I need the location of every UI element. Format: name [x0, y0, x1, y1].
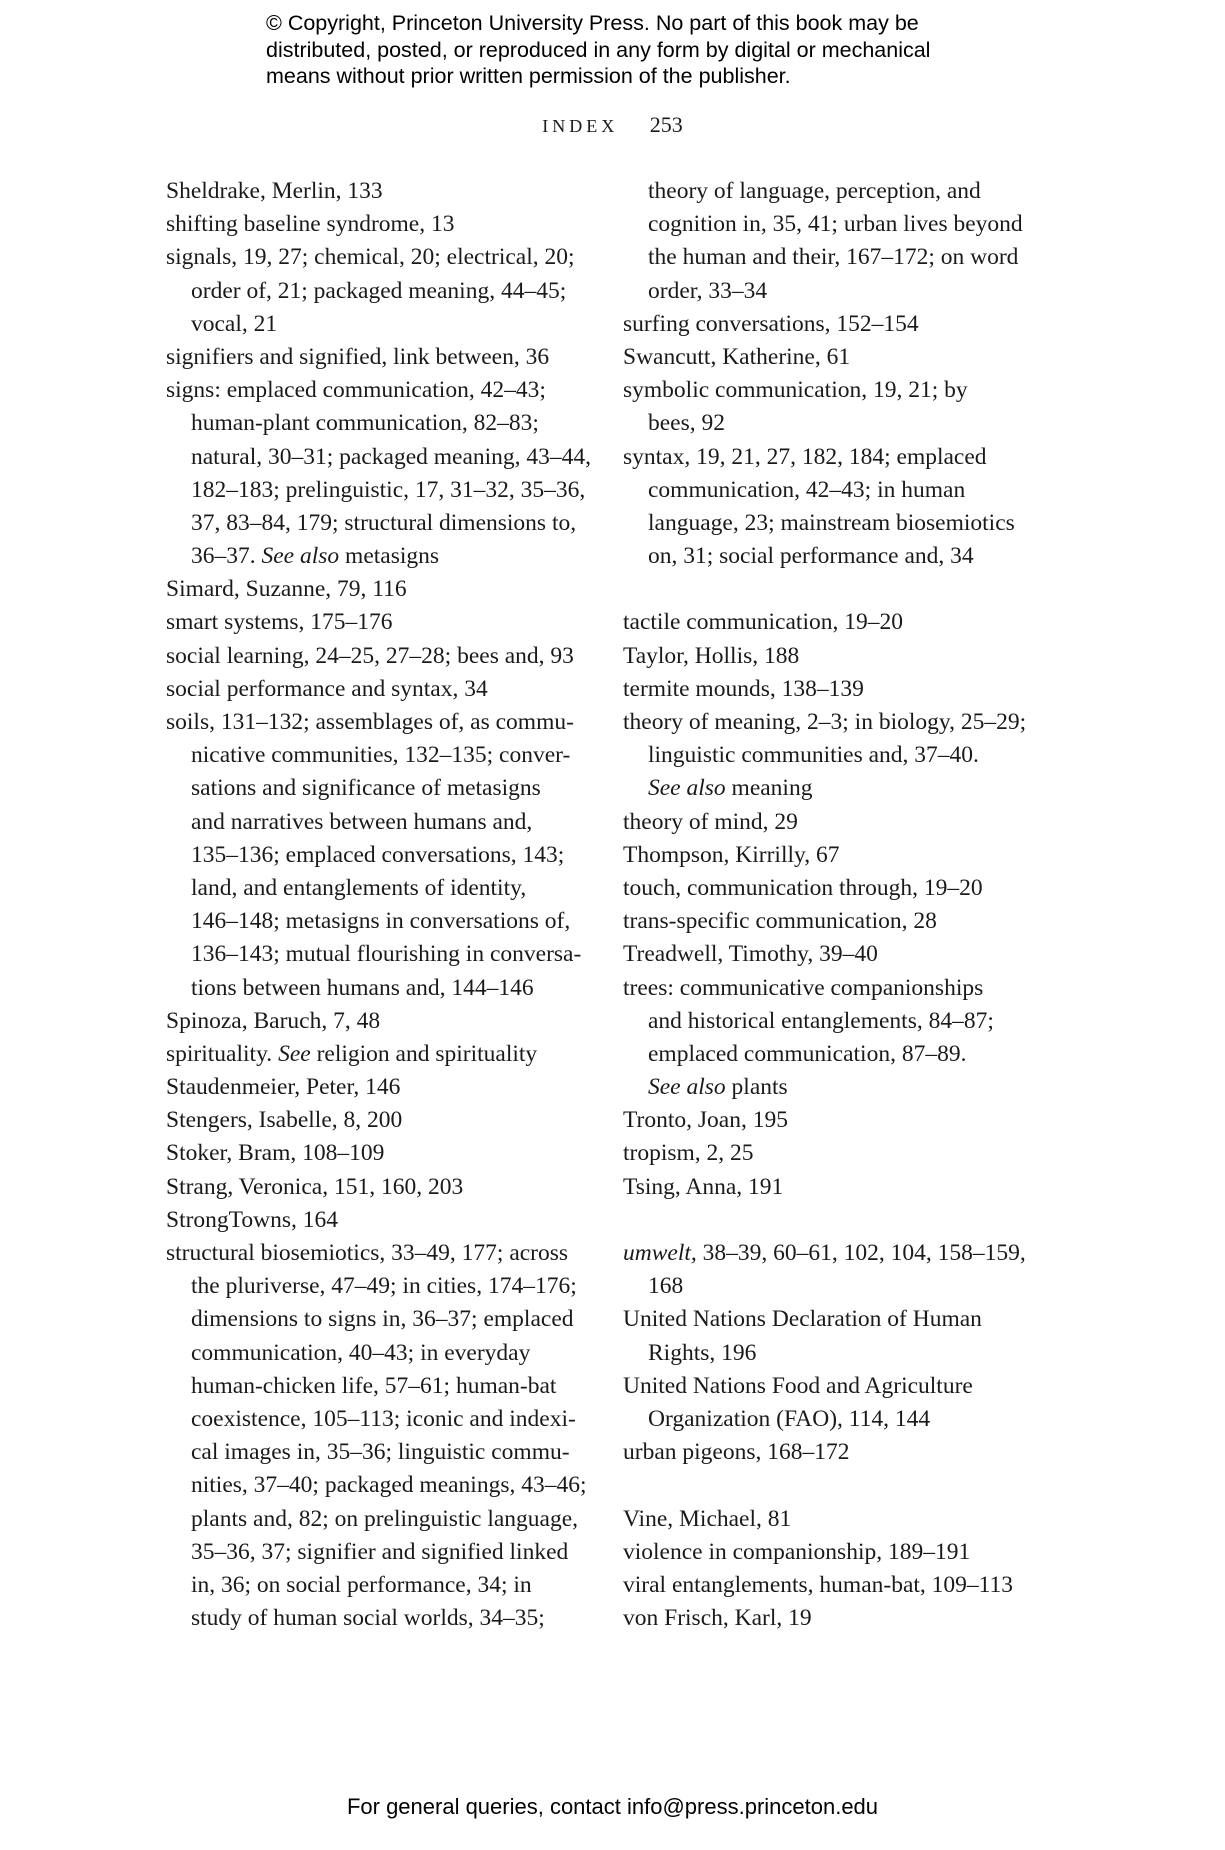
index-subentry-line: natural, 30–31; packaged meaning, 43–44, — [191, 443, 592, 470]
index-subentry-line: communication, 42–43; in human — [648, 476, 966, 503]
index-subentry-line: order, 33–34 — [648, 277, 768, 304]
index-subentry-line: vocal, 21 — [191, 310, 278, 337]
index-entry-line: Stengers, Isabelle, 8, 200 — [166, 1107, 403, 1134]
copyright-line: © Copyright, Princeton University Press. No part of this book may be — [266, 11, 919, 35]
cross-reference-italic: See — [278, 1040, 311, 1067]
copyright-line: means without prior written permission of the publisher. — [266, 64, 791, 88]
index-subentry-line: 37, 83–84, 179; structural dimensions to, — [191, 509, 577, 536]
entry-text: religion and spirituality — [310, 1040, 538, 1067]
index-entry-line: surfing conversations, 152–154 — [623, 310, 919, 337]
index-subentry-line: on, 31; social performance and, 34 — [648, 543, 974, 570]
index-entry-line: Tronto, Joan, 195 — [623, 1107, 788, 1134]
index-subentry-line: 135–136; emplaced conversations, 143; — [191, 841, 565, 868]
index-entry-line: symbolic communication, 19, 21; by — [623, 377, 968, 404]
index-subentry-line: the human and their, 167–172; on word — [648, 244, 1019, 271]
index-entry-line: touch, communication through, 19–20 — [623, 874, 983, 901]
index-entry-line: syntax, 19, 21, 27, 182, 184; emplaced — [623, 443, 987, 470]
entry-text: 36–37. — [191, 543, 262, 570]
index-subentry-line: linguistic communities and, 37–40. — [648, 742, 979, 769]
copyright-notice — [266, 10, 1006, 90]
index-entry-line: soils, 131–132; assemblages of, as commu- — [166, 709, 574, 735]
letter-group-gap — [623, 1469, 1043, 1502]
index-subentry-line: cognition in, 35, 41; urban lives beyond — [648, 211, 1023, 238]
index-subentry-line — [623, 1071, 1043, 1104]
index-entry-line: United Nations Declaration of Human — [623, 1306, 982, 1333]
index-subentry-line: order of, 21; packaged meaning, 44–45; — [191, 277, 567, 304]
index-subentry-line: sations and significance of metasigns — [191, 775, 541, 802]
index-subentry-line: in, 36; on social performance, 34; in — [191, 1571, 532, 1598]
index-subentry-line: nicative communities, 132–135; conver- — [191, 742, 571, 769]
cross-reference-italic: See also — [648, 775, 726, 802]
index-entry-line: theory of mind, 29 — [623, 808, 798, 835]
index-entry-line: viral entanglements, human-bat, 109–113 — [623, 1571, 1014, 1598]
index-entry-line: Stoker, Bram, 108–109 — [166, 1140, 385, 1167]
index-entry-line: structural biosemiotics, 33–49, 177; across — [166, 1240, 569, 1266]
index-subentry-line: 168 — [648, 1273, 684, 1300]
index-entry-line: Simard, Suzanne, 79, 116 — [166, 576, 407, 603]
index-entry-line: Taylor, Hollis, 188 — [623, 642, 800, 669]
index-subentry-line: dimensions to signs in, 36–37; emplaced — [191, 1306, 574, 1333]
index-entry-line: urban pigeons, 168–172 — [623, 1439, 850, 1466]
index-subentry-line: nities, 37–40; packaged meanings, 43–46; — [191, 1472, 587, 1499]
index-entry-line: StrongTowns, 164 — [166, 1206, 339, 1233]
cross-reference-italic: See also — [261, 543, 340, 570]
letter-group-gap — [623, 1204, 1043, 1237]
index-subentry-line: and narratives between humans and, — [191, 808, 533, 835]
index-subentry-line: tions between humans and, 144–146 — [191, 974, 534, 1001]
index-subentry-line: study of human social worlds, 34–35; — [191, 1605, 545, 1632]
index-subentry-line: coexistence, 105–113; iconic and indexi- — [191, 1405, 576, 1432]
index-entry-line: Vine, Michael, 81 — [623, 1505, 792, 1532]
cross-reference-italic: umwelt, — [623, 1240, 697, 1266]
index-subentry-line: 146–148; metasigns in conversations of, — [191, 908, 571, 935]
index-subentry-line: Rights, 196 — [648, 1339, 757, 1366]
copyright-line: distributed, posted, or reproduced in any form by digital or mechanical — [266, 37, 931, 62]
index-entry-line: signs: emplaced communication, 42–43; — [166, 377, 546, 404]
index-entry-line: theory of meaning, 2–3; in biology, 25–29; — [623, 709, 1027, 735]
entry-text: plants — [725, 1074, 788, 1101]
index-subentry-line: 182–183; prelinguistic, 17, 31–32, 35–36, — [191, 476, 586, 503]
index-entry-line: shifting baseline syndrome, 13 — [166, 211, 455, 238]
index-entry-line: signifiers and signified, link between, 36 — [166, 343, 550, 370]
entry-text: metasigns — [339, 543, 440, 570]
index-entry-line: tropism, 2, 25 — [623, 1140, 754, 1167]
index-subentry-line: bees, 92 — [648, 410, 726, 437]
index-entry-line: Treadwell, Timothy, 39–40 — [623, 941, 878, 968]
index-entry-line: United Nations Food and Agriculture — [623, 1372, 973, 1399]
index-entry-line: Tsing, Anna, 191 — [623, 1173, 784, 1200]
entry-text: 38–39, 60–61, 102, 104, 158–159, — [696, 1240, 1026, 1266]
index-entry-line: Swancutt, Katherine, 61 — [623, 343, 851, 370]
index-subentry-line: cal images in, 35–36; linguistic commu- — [191, 1439, 570, 1466]
index-entry-line: trans-specific communication, 28 — [623, 908, 937, 935]
entry-text: meaning — [725, 775, 813, 802]
index-entry-line: von Frisch, Karl, 19 — [623, 1605, 812, 1632]
index-subentry-line — [623, 772, 1043, 805]
index-entry-line: signals, 19, 27; chemical, 20; electrical, 20; — [166, 244, 575, 271]
index-subentry-line: human-chicken life, 57–61; human-bat — [191, 1372, 557, 1399]
index-entry-line: social learning, 24–25, 27–28; bees and, 93 — [166, 642, 574, 669]
letter-group-gap — [623, 573, 1043, 606]
index-subentry-line: land, and entanglements of identity, — [191, 874, 527, 901]
index-subentry-line: 35–36, 37; signifier and signified linked — [191, 1538, 569, 1565]
index-subentry-line: plants and, 82; on prelinguistic language, — [191, 1505, 579, 1532]
index-column-right — [623, 175, 1043, 1635]
footer-contact: For general queries, contact info@press.princeton.edu — [346, 1794, 879, 1819]
index-subentry-line: Organization (FAO), 114, 144 — [648, 1405, 931, 1432]
running-head-label: INDEX — [542, 116, 619, 136]
index-entry-line: smart systems, 175–176 — [166, 609, 393, 636]
cross-reference-italic: See also — [648, 1074, 726, 1101]
index-entry-line — [623, 1237, 1043, 1270]
index-entry-line: trees: communicative companionships — [623, 974, 984, 1001]
index-entry-line: Sheldrake, Merlin, 133 — [166, 178, 383, 204]
index-entry-line: Staudenmeier, Peter, 146 — [166, 1074, 401, 1101]
index-subentry-line: and historical entanglements, 84–87; — [648, 1007, 994, 1034]
index-entry-line: violence in companionship, 189–191 — [623, 1538, 971, 1565]
index-entry-line — [166, 1038, 586, 1071]
index-column-left — [166, 175, 592, 1635]
entry-text: spirituality. — [166, 1040, 279, 1067]
index-entry-line: termite mounds, 138–139 — [623, 675, 864, 702]
index-subentry-line: 136–143; mutual flourishing in conversa- — [191, 941, 582, 968]
index-subentry-line: communication, 40–43; in everyday — [191, 1339, 531, 1366]
index-subentry-line: theory of language, perception, and — [648, 178, 981, 204]
index-subentry-line: human-plant communication, 82–83; — [191, 410, 539, 437]
index-subentry-line: language, 23; mainstream biosemiotics — [648, 509, 1015, 536]
running-head — [0, 111, 1225, 140]
index-subentry-line: the pluriverse, 47–49; in cities, 174–176; — [191, 1273, 577, 1300]
page-number: 253 — [649, 112, 683, 137]
index-entry-line: social performance and syntax, 34 — [166, 675, 488, 702]
index-entry-line: tactile communication, 19–20 — [623, 609, 903, 636]
index-subentry-line — [166, 540, 586, 573]
index-entry-line: Strang, Veronica, 151, 160, 203 — [166, 1173, 464, 1200]
index-subentry-line: emplaced communication, 87–89. — [648, 1040, 967, 1067]
index-entry-line: Spinoza, Baruch, 7, 48 — [166, 1007, 381, 1034]
index-entry-line: Thompson, Kirrilly, 67 — [623, 841, 840, 868]
